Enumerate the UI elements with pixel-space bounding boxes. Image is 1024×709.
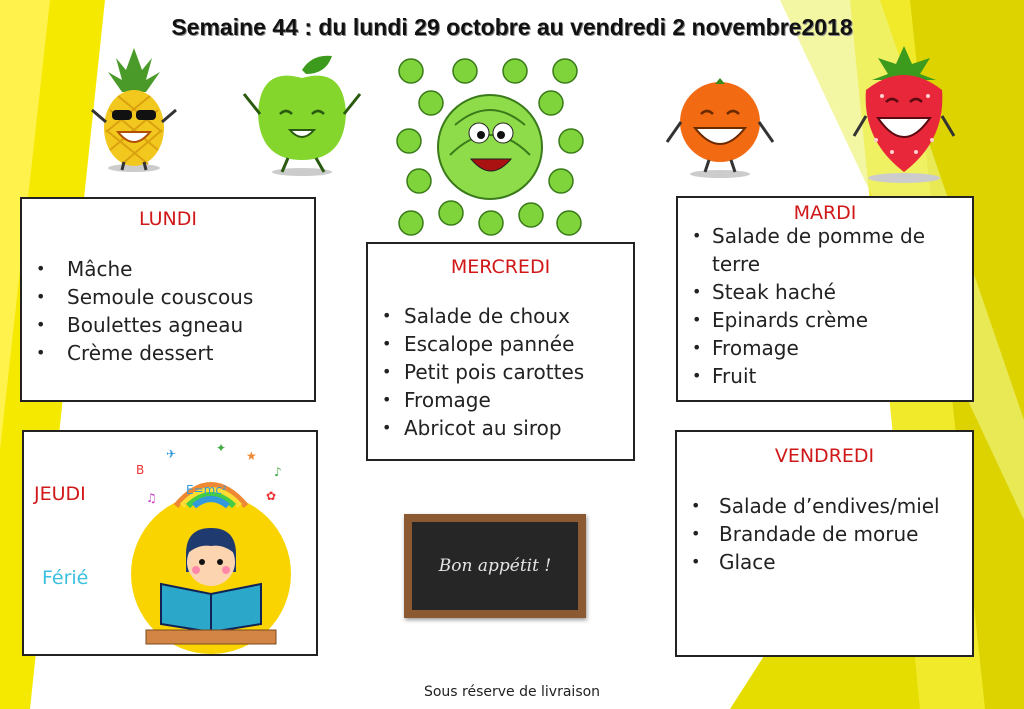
day-title-mercredi: MERCREDI — [450, 256, 551, 278]
list-item: • Fromage — [678, 334, 972, 362]
list-item: • Abricot au sirop — [368, 414, 633, 442]
list-item: • Epinards crème — [678, 306, 972, 334]
ferie-label: Férié — [42, 567, 89, 589]
page-title: Semaine 44 : du lundi 29 octobre au vendredi 2 novembre2018 — [171, 14, 853, 40]
svg-text:♫: ♫ — [146, 491, 157, 505]
list-item: • Semoule couscous — [22, 283, 314, 311]
menu-list-mercredi — [368, 302, 633, 442]
apple-icon — [240, 48, 365, 178]
menu-list-lundi — [22, 255, 314, 367]
orange-icon — [665, 70, 775, 180]
svg-text:★: ★ — [246, 449, 257, 463]
day-title-vendredi: VENDREDI — [774, 445, 875, 467]
day-title-mardi: MARDI — [793, 202, 857, 224]
svg-text:✿: ✿ — [266, 489, 277, 503]
chalkboard-text: Bon appétit ! — [438, 556, 552, 576]
svg-text:✦: ✦ — [216, 441, 227, 455]
list-item: • Escalope pannée — [368, 330, 633, 358]
list-item: • Fruit — [678, 362, 972, 390]
list-item: • Salade de pomme de terre — [678, 222, 972, 278]
day-title-jeudi: JEUDI — [34, 483, 86, 505]
mercredi-box — [366, 242, 635, 461]
list-item: • Boulettes agneau — [22, 311, 314, 339]
vendredi-box — [675, 430, 974, 657]
svg-text:♪: ♪ — [274, 465, 282, 479]
svg-text:E=mc²: E=mc² — [186, 483, 227, 497]
cabbage-icon — [395, 55, 585, 240]
strawberry-icon — [852, 40, 957, 185]
jeudi-box — [22, 430, 318, 656]
menu-list-mardi — [678, 222, 972, 390]
list-item: • Petit pois carottes — [368, 358, 633, 386]
menu-list-vendredi — [677, 492, 972, 576]
list-item: • Fromage — [368, 386, 633, 414]
chalkboard — [404, 514, 586, 618]
list-item: • Salade de choux — [368, 302, 633, 330]
list-item: • Steak haché — [678, 278, 972, 306]
footer-note: Sous réserve de livraison — [423, 684, 601, 700]
list-item: • Salade d’endives/miel — [677, 492, 972, 520]
mardi-box — [676, 196, 974, 402]
lundi-box — [20, 197, 316, 402]
list-item: • Glace — [677, 548, 972, 576]
list-item: • Mâche — [22, 255, 314, 283]
svg-text:B: B — [136, 463, 145, 477]
pineapple-icon — [88, 40, 180, 175]
list-item: • Brandade de morue — [677, 520, 972, 548]
list-item: • Crème dessert — [22, 339, 314, 367]
child-reading-icon — [116, 434, 306, 654]
svg-text:✈: ✈ — [166, 447, 177, 461]
chalkboard-icon — [412, 522, 578, 610]
day-title-lundi: LUNDI — [139, 208, 197, 230]
